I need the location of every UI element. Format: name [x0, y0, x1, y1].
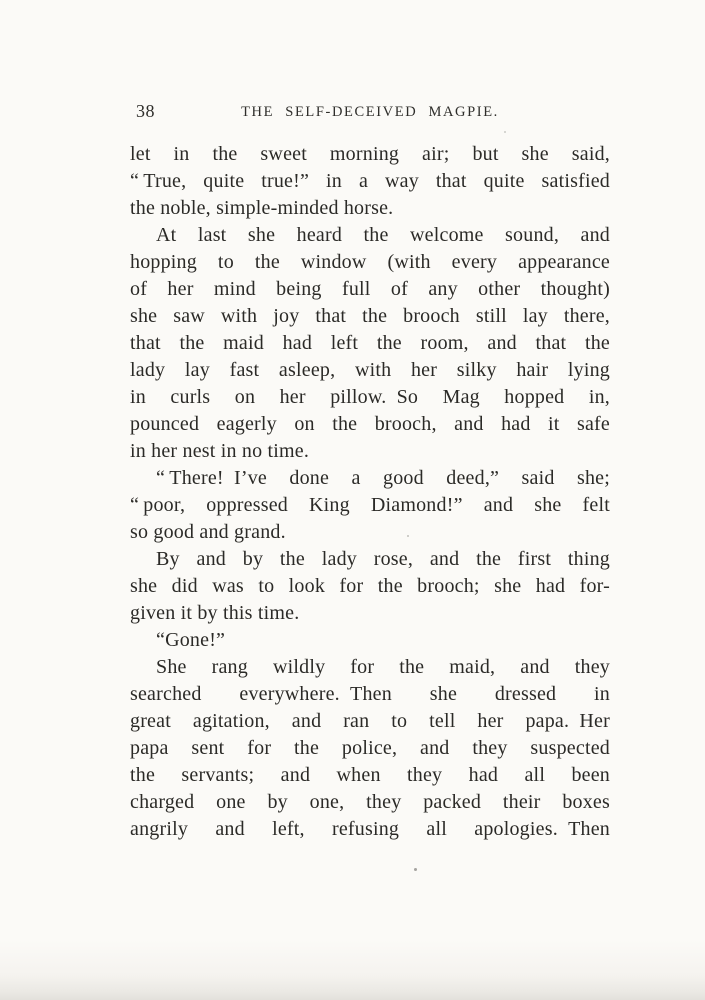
text-line: angrily and left, refusing all apologies. Then — [130, 818, 610, 840]
text-line: given it by this time. — [130, 602, 300, 624]
text-line: let in the sweet morning air; but she said, — [130, 143, 610, 165]
paper-speck — [407, 535, 409, 537]
page-number: 38 — [136, 101, 155, 121]
text-line: in her nest in no time. — [130, 440, 310, 462]
text-line: “ True, quite true!” in a way that quite satisfied — [130, 170, 610, 192]
text-line: so good and grand. — [130, 521, 286, 543]
text-line: searched everywhere. Then she dressed in — [130, 683, 610, 705]
text-line: the servants; and when they had all been — [130, 764, 610, 786]
text-line: she did was to look for the brooch; she had for- — [130, 575, 610, 597]
page-header — [130, 101, 610, 125]
text-line: “Gone!” — [156, 629, 226, 651]
text-line: that the maid had left the room, and that the — [130, 332, 610, 354]
text-line: charged one by one, they packed their boxes — [130, 791, 610, 813]
text-line: papa sent for the police, and they suspected — [130, 737, 610, 759]
text-line: pounced eagerly on the brooch, and had it safe — [130, 413, 610, 435]
text-line: hopping to the window (with every appearance — [130, 251, 610, 273]
paper-speck — [414, 868, 417, 871]
text-line: the noble, simple-minded horse. — [130, 197, 394, 219]
paper-speck — [504, 131, 506, 133]
text-line: “ There! I’ve done a good deed,” said she; — [156, 467, 610, 489]
running-head: THE SELF-DECEIVED MAGPIE. — [241, 104, 499, 120]
text-line: she saw with joy that the brooch still lay there, — [130, 305, 610, 327]
text-line: great agitation, and ran to tell her papa. Her — [130, 710, 610, 732]
text-line: “ poor, oppressed King Diamond!” and she felt — [130, 494, 610, 516]
text-line: She rang wildly for the maid, and they — [156, 656, 610, 678]
text-line: By and by the lady rose, and the first thing — [156, 548, 610, 570]
text-line: in curls on her pillow. So Mag hopped in, — [130, 386, 610, 408]
text-line: of her mind being full of any other thought) — [130, 278, 610, 300]
text-line: At last she heard the welcome sound, and — [156, 224, 610, 246]
text-line: lady lay fast asleep, with her silky hair lying — [130, 359, 610, 381]
text-block — [130, 141, 610, 843]
